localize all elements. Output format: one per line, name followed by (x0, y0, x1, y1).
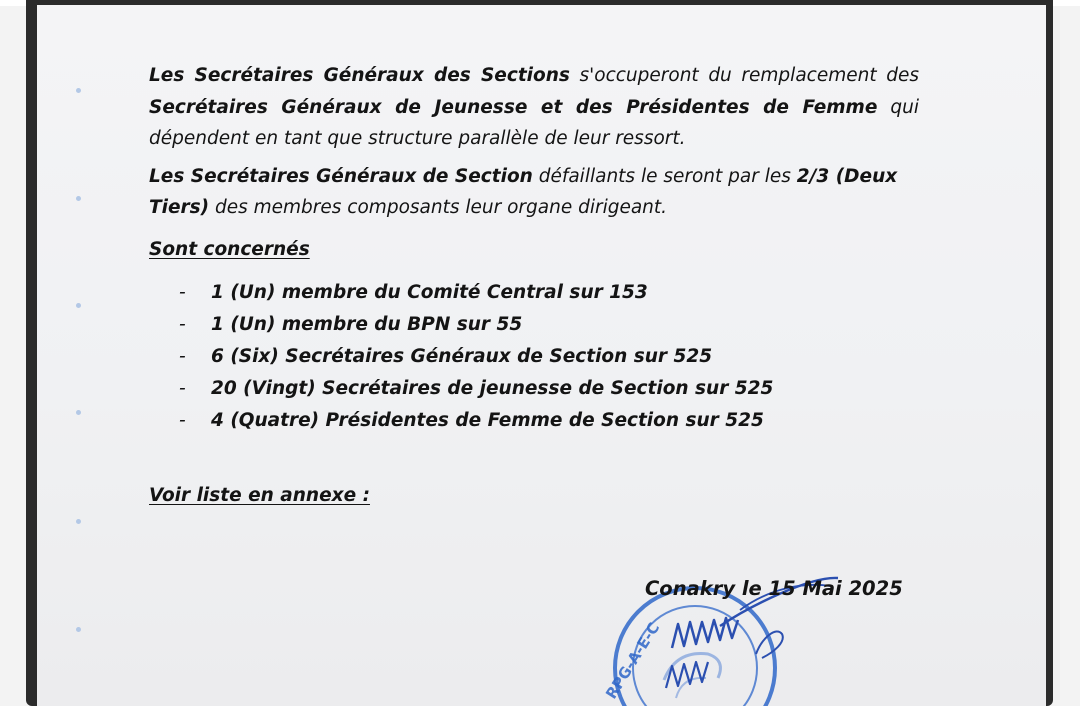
list-item (179, 373, 919, 405)
list-dash: - (179, 282, 186, 303)
bold-two-thirds: 2/3 (Deux Tiers) (149, 165, 898, 218)
binder-hole-mark (76, 303, 81, 308)
list-dash: - (179, 314, 186, 335)
concerned-heading: Sont concernés (149, 238, 310, 260)
annex-reference: Voir liste en annexe : (149, 485, 370, 506)
bold-section-secretaries: Les Secrétaires Généraux de Section (149, 165, 533, 187)
list-item-text: 6 (Six) Secrétaires Généraux de Section sur 525 (211, 346, 713, 367)
list-dash: - (179, 378, 186, 399)
text-replacement: s'occuperont du remplacement des (569, 65, 919, 86)
list-item (179, 341, 919, 373)
binder-hole-mark (76, 519, 81, 524)
text-dependency: qui dépendent en tant que structure parallèle de leur ressort. (149, 96, 919, 149)
letter-body (149, 60, 919, 512)
concerned-list (149, 277, 919, 437)
paragraph-defaulting (149, 161, 919, 224)
list-item (179, 309, 919, 341)
binder-hole-mark (76, 627, 81, 632)
paragraph-replacement (149, 60, 919, 155)
bold-youth-women: Secrétaires Généraux de Jeunesse et des Présidentes de Femme (149, 96, 878, 118)
bold-sections-secretaries: Les Secrétaires Généraux des Sections (149, 65, 570, 86)
list-item-text: 1 (Un) membre du BPN sur 55 (211, 314, 523, 335)
binder-hole-mark (76, 196, 81, 201)
list-dash: - (179, 346, 186, 367)
list-item (179, 277, 919, 309)
list-item (179, 405, 919, 437)
list-dash: - (179, 410, 186, 431)
list-item-text: 20 (Vingt) Secrétaires de jeunesse de Section sur 525 (211, 378, 774, 399)
list-item-text: 1 (Un) membre du Comité Central sur 153 (211, 282, 648, 303)
binder-hole-mark (76, 410, 81, 415)
stamp-lettering: RPG-A-E-C (602, 619, 664, 703)
text-defaulting: défaillants le seront par les (532, 165, 797, 187)
list-item-text: 4 (Quatre) Présidentes de Femme de Section sur 525 (211, 410, 764, 431)
text-members: des membres composants leur organe dirigeant. (209, 197, 668, 218)
binder-hole-mark (76, 88, 81, 93)
place-and-date: Conakry le 15 Mai 2025 (645, 577, 903, 600)
official-stamp-and-signature (580, 548, 840, 706)
